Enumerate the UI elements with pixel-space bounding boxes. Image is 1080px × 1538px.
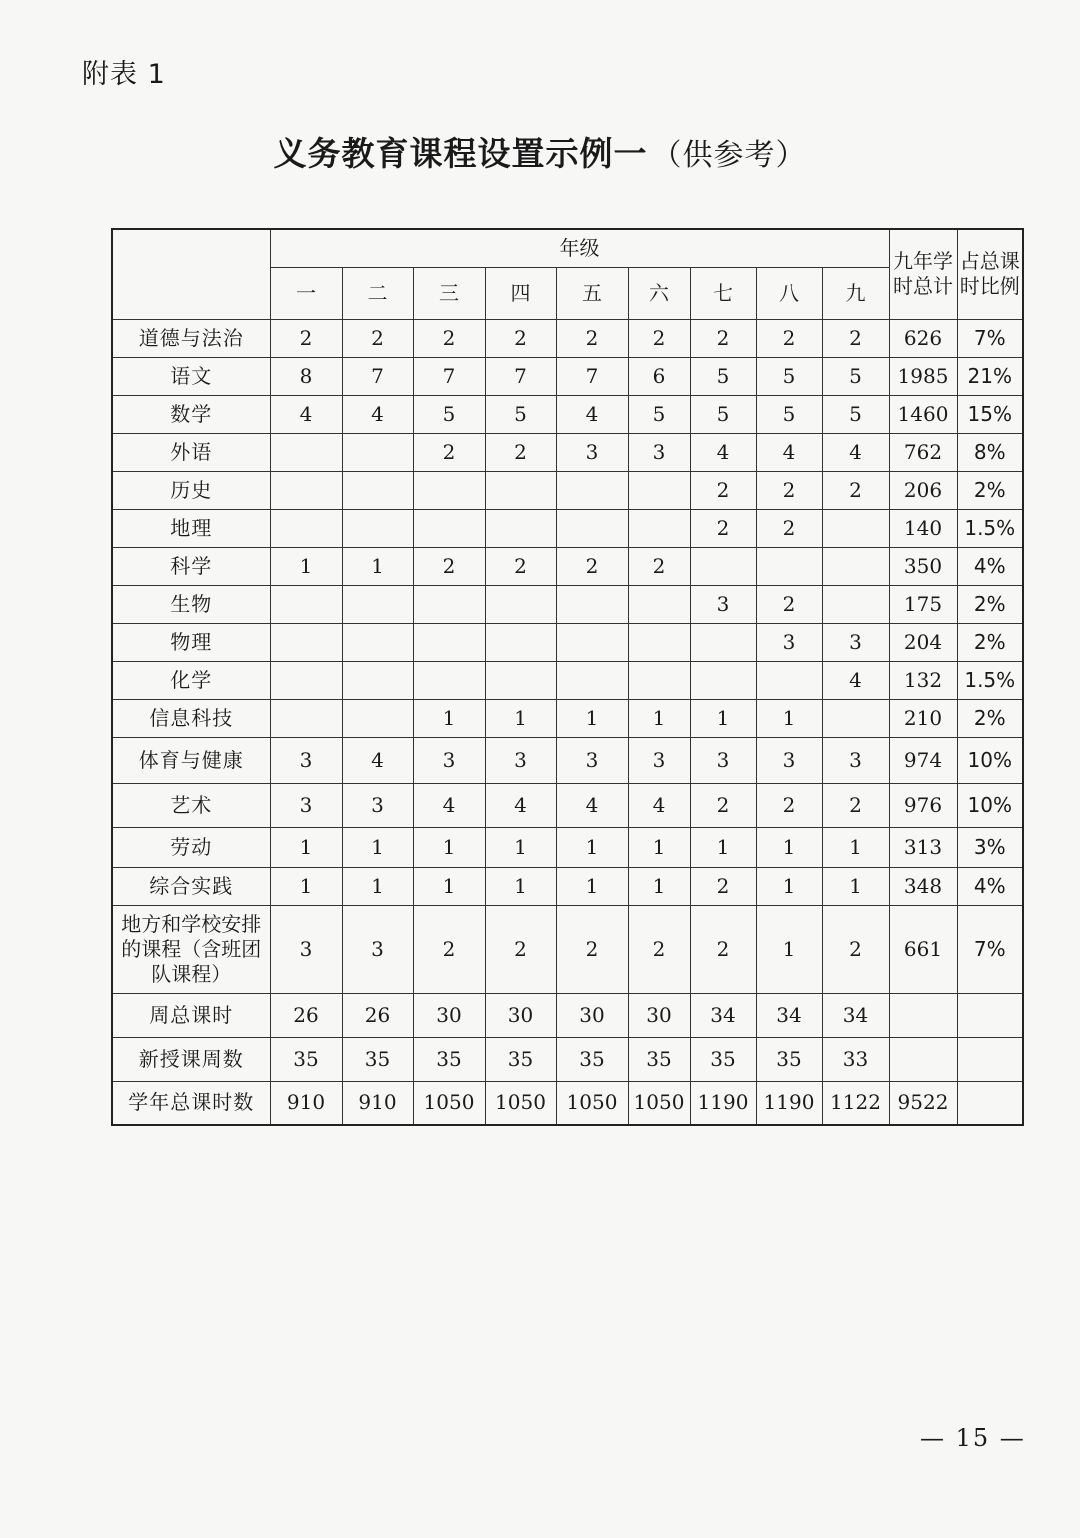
grade-7-hours: 1190 <box>690 1081 756 1125</box>
grade-6-hours: 5 <box>628 395 690 433</box>
grade-4-hours: 1 <box>485 699 556 737</box>
ratio-value: 1.5% <box>957 509 1023 547</box>
grade-3-hours: 5 <box>413 395 485 433</box>
grade-4-hours <box>485 471 556 509</box>
grade-7-hours <box>690 547 756 585</box>
grade-6-hours <box>628 661 690 699</box>
nine-year-total: 204 <box>889 623 957 661</box>
document-title <box>0 128 1080 175</box>
grade-3-hours <box>413 509 485 547</box>
grade-2-hours: 35 <box>342 1037 413 1081</box>
table-row <box>112 585 1023 623</box>
grade-header-7: 七 <box>690 267 756 319</box>
grade-7-hours: 3 <box>690 585 756 623</box>
grade-2-hours <box>342 699 413 737</box>
table-row <box>112 827 1023 867</box>
grade-3-hours: 1 <box>413 699 485 737</box>
table-row <box>112 623 1023 661</box>
grade-8-hours <box>756 547 822 585</box>
grade-4-hours: 1050 <box>485 1081 556 1125</box>
page-number: — 15 — <box>920 1424 1026 1452</box>
grade-6-hours <box>628 623 690 661</box>
table-row <box>112 509 1023 547</box>
subject-name: 艺术 <box>112 783 270 827</box>
nine-year-total: 175 <box>889 585 957 623</box>
grade-1-hours: 26 <box>270 993 342 1037</box>
grade-9-hours: 1122 <box>822 1081 889 1125</box>
subject-name: 历史 <box>112 471 270 509</box>
nine-year-total: 762 <box>889 433 957 471</box>
grade-3-hours: 1050 <box>413 1081 485 1125</box>
grade-9-hours: 3 <box>822 623 889 661</box>
grade-2-hours: 26 <box>342 993 413 1037</box>
subject-name: 劳动 <box>112 827 270 867</box>
grade-7-hours: 4 <box>690 433 756 471</box>
grade-1-hours: 1 <box>270 867 342 905</box>
grade-1-hours <box>270 585 342 623</box>
ratio-value: 2% <box>957 471 1023 509</box>
grade-4-hours: 30 <box>485 993 556 1037</box>
subject-name: 生物 <box>112 585 270 623</box>
grade-8-hours: 3 <box>756 737 822 783</box>
ratio-value: 2% <box>957 585 1023 623</box>
grade-header-8: 八 <box>756 267 822 319</box>
grade-2-hours: 2 <box>342 319 413 357</box>
grade-1-hours: 2 <box>270 319 342 357</box>
grade-4-hours <box>485 509 556 547</box>
grade-1-hours <box>270 699 342 737</box>
grade-6-hours: 6 <box>628 357 690 395</box>
grade-3-hours <box>413 471 485 509</box>
ratio-value: 2% <box>957 699 1023 737</box>
grade-5-hours: 3 <box>556 433 628 471</box>
ratio-value <box>957 1081 1023 1125</box>
grade-2-hours: 1 <box>342 867 413 905</box>
grade-7-hours: 2 <box>690 867 756 905</box>
grade-3-hours <box>413 623 485 661</box>
grade-7-hours: 35 <box>690 1037 756 1081</box>
grade-2-hours <box>342 509 413 547</box>
grade-1-hours <box>270 623 342 661</box>
grade-header-9: 九 <box>822 267 889 319</box>
total-hours-header: 九年学时总计 <box>889 229 957 319</box>
grade-5-hours: 2 <box>556 905 628 993</box>
grade-1-hours <box>270 471 342 509</box>
nine-year-total: 206 <box>889 471 957 509</box>
grade-3-hours <box>413 585 485 623</box>
subject-name: 地方和学校安排的课程（含班团队课程） <box>112 905 270 993</box>
grade-6-hours: 2 <box>628 319 690 357</box>
nine-year-total <box>889 1037 957 1081</box>
grade-2-hours <box>342 471 413 509</box>
grade-7-hours: 2 <box>690 783 756 827</box>
grade-9-hours: 2 <box>822 783 889 827</box>
grade-7-hours <box>690 661 756 699</box>
ratio-value <box>957 1037 1023 1081</box>
nine-year-total: 132 <box>889 661 957 699</box>
grade-1-hours: 4 <box>270 395 342 433</box>
grade-3-hours: 7 <box>413 357 485 395</box>
grade-9-hours: 3 <box>822 737 889 783</box>
table-row <box>112 547 1023 585</box>
table-row <box>112 905 1023 993</box>
grade-8-hours: 3 <box>756 623 822 661</box>
title-sub: （供参考） <box>651 138 807 173</box>
table-row <box>112 867 1023 905</box>
grade-6-hours <box>628 585 690 623</box>
ratio-value: 2% <box>957 623 1023 661</box>
table-row <box>112 471 1023 509</box>
grade-5-hours: 4 <box>556 783 628 827</box>
table-row <box>112 737 1023 783</box>
grade-3-hours: 2 <box>413 319 485 357</box>
grade-8-hours: 2 <box>756 509 822 547</box>
nine-year-total <box>889 993 957 1037</box>
header-corner-cell <box>112 229 270 319</box>
subject-name: 科学 <box>112 547 270 585</box>
grade-1-hours: 3 <box>270 905 342 993</box>
grade-6-hours: 1 <box>628 827 690 867</box>
grade-2-hours <box>342 585 413 623</box>
ratio-value: 21% <box>957 357 1023 395</box>
grade-6-hours: 35 <box>628 1037 690 1081</box>
nine-year-total: 1985 <box>889 357 957 395</box>
subject-name: 地理 <box>112 509 270 547</box>
grade-7-hours: 34 <box>690 993 756 1037</box>
grade-8-hours: 1190 <box>756 1081 822 1125</box>
grade-1-hours: 3 <box>270 783 342 827</box>
grade-9-hours: 34 <box>822 993 889 1037</box>
table-row <box>112 1081 1023 1125</box>
grade-8-hours: 1 <box>756 699 822 737</box>
ratio-value: 15% <box>957 395 1023 433</box>
grade-4-hours <box>485 623 556 661</box>
nine-year-total: 210 <box>889 699 957 737</box>
table-row <box>112 319 1023 357</box>
grade-4-hours: 1 <box>485 867 556 905</box>
grade-3-hours: 1 <box>413 867 485 905</box>
grade-header-5: 五 <box>556 267 628 319</box>
subject-name: 数学 <box>112 395 270 433</box>
grade-5-hours: 4 <box>556 395 628 433</box>
grade-7-hours: 2 <box>690 319 756 357</box>
course-schedule-table <box>111 228 1024 1126</box>
grade-8-hours: 2 <box>756 471 822 509</box>
subject-name: 体育与健康 <box>112 737 270 783</box>
grade-1-hours: 910 <box>270 1081 342 1125</box>
grade-header-2: 二 <box>342 267 413 319</box>
grade-8-hours: 34 <box>756 993 822 1037</box>
grade-8-hours: 2 <box>756 319 822 357</box>
grade-8-hours <box>756 661 822 699</box>
grade-1-hours <box>270 661 342 699</box>
subject-name: 学年总课时数 <box>112 1081 270 1125</box>
table-row <box>112 395 1023 433</box>
nine-year-total: 313 <box>889 827 957 867</box>
grade-4-hours: 3 <box>485 737 556 783</box>
grade-5-hours: 2 <box>556 547 628 585</box>
ratio-value: 4% <box>957 547 1023 585</box>
grade-2-hours: 4 <box>342 737 413 783</box>
grade-3-hours <box>413 661 485 699</box>
grade-5-hours: 1 <box>556 867 628 905</box>
grade-5-hours <box>556 585 628 623</box>
header-row-1 <box>112 229 1023 267</box>
grade-4-hours: 35 <box>485 1037 556 1081</box>
grade-2-hours <box>342 661 413 699</box>
grade-5-hours: 7 <box>556 357 628 395</box>
grade-9-hours: 2 <box>822 471 889 509</box>
nine-year-total: 661 <box>889 905 957 993</box>
grade-9-hours: 2 <box>822 905 889 993</box>
subject-name: 综合实践 <box>112 867 270 905</box>
grade-8-hours: 5 <box>756 357 822 395</box>
grade-6-hours: 1050 <box>628 1081 690 1125</box>
grade-9-hours <box>822 585 889 623</box>
grade-4-hours <box>485 585 556 623</box>
grade-5-hours <box>556 661 628 699</box>
grade-7-hours: 2 <box>690 905 756 993</box>
grade-6-hours: 3 <box>628 737 690 783</box>
grade-5-hours <box>556 623 628 661</box>
grade-1-hours: 1 <box>270 827 342 867</box>
grade-8-hours: 1 <box>756 827 822 867</box>
grade-5-hours: 1050 <box>556 1081 628 1125</box>
subject-name: 化学 <box>112 661 270 699</box>
grade-8-hours: 2 <box>756 783 822 827</box>
grade-5-hours: 30 <box>556 993 628 1037</box>
grade-4-hours: 2 <box>485 433 556 471</box>
grade-6-hours: 4 <box>628 783 690 827</box>
grade-6-hours: 30 <box>628 993 690 1037</box>
table-row <box>112 661 1023 699</box>
nine-year-total: 348 <box>889 867 957 905</box>
grade-4-hours: 5 <box>485 395 556 433</box>
grade-3-hours: 2 <box>413 433 485 471</box>
grade-9-hours <box>822 509 889 547</box>
grade-4-hours: 4 <box>485 783 556 827</box>
grade-5-hours <box>556 471 628 509</box>
grade-4-hours: 7 <box>485 357 556 395</box>
grade-4-hours: 2 <box>485 547 556 585</box>
grade-7-hours <box>690 623 756 661</box>
grade-7-hours: 5 <box>690 395 756 433</box>
grade-9-hours: 2 <box>822 319 889 357</box>
grade-4-hours: 2 <box>485 905 556 993</box>
table-body <box>112 229 1023 1125</box>
grade-2-hours: 7 <box>342 357 413 395</box>
grade-8-hours: 1 <box>756 867 822 905</box>
grade-7-hours: 1 <box>690 699 756 737</box>
ratio-value: 7% <box>957 905 1023 993</box>
nine-year-total: 974 <box>889 737 957 783</box>
grade-9-hours: 33 <box>822 1037 889 1081</box>
grade-8-hours: 35 <box>756 1037 822 1081</box>
grade-9-hours: 4 <box>822 661 889 699</box>
grade-3-hours: 2 <box>413 905 485 993</box>
nine-year-total: 1460 <box>889 395 957 433</box>
grade-5-hours: 35 <box>556 1037 628 1081</box>
grade-3-hours: 30 <box>413 993 485 1037</box>
grade-1-hours <box>270 433 342 471</box>
grade-2-hours: 3 <box>342 783 413 827</box>
grade-2-hours: 910 <box>342 1081 413 1125</box>
grade-2-hours: 3 <box>342 905 413 993</box>
grade-2-hours <box>342 623 413 661</box>
grade-9-hours: 1 <box>822 867 889 905</box>
grade-8-hours: 1 <box>756 905 822 993</box>
subject-name: 物理 <box>112 623 270 661</box>
subject-name: 外语 <box>112 433 270 471</box>
grade-6-hours: 2 <box>628 547 690 585</box>
ratio-value: 10% <box>957 737 1023 783</box>
grade-9-hours <box>822 699 889 737</box>
grade-6-hours: 3 <box>628 433 690 471</box>
grade-2-hours: 4 <box>342 395 413 433</box>
grade-6-hours <box>628 471 690 509</box>
grade-9-hours: 5 <box>822 357 889 395</box>
grade-6-hours: 1 <box>628 699 690 737</box>
grade-3-hours: 35 <box>413 1037 485 1081</box>
ratio-value: 4% <box>957 867 1023 905</box>
grade-9-hours <box>822 547 889 585</box>
grade-5-hours: 1 <box>556 699 628 737</box>
grade-header-1: 一 <box>270 267 342 319</box>
grade-8-hours: 5 <box>756 395 822 433</box>
grade-4-hours: 2 <box>485 319 556 357</box>
ratio-value: 10% <box>957 783 1023 827</box>
grade-3-hours: 2 <box>413 547 485 585</box>
grade-2-hours <box>342 433 413 471</box>
ratio-value: 7% <box>957 319 1023 357</box>
subject-name: 周总课时 <box>112 993 270 1037</box>
ratio-header: 占总课时比例 <box>957 229 1023 319</box>
nine-year-total: 350 <box>889 547 957 585</box>
grade-8-hours: 2 <box>756 585 822 623</box>
grade-header-6: 六 <box>628 267 690 319</box>
title-main: 义务教育课程设置示例一 <box>273 134 648 173</box>
table-row <box>112 433 1023 471</box>
nine-year-total: 626 <box>889 319 957 357</box>
grade-4-hours: 1 <box>485 827 556 867</box>
grade-header-4: 四 <box>485 267 556 319</box>
grade-7-hours: 3 <box>690 737 756 783</box>
subject-name: 信息科技 <box>112 699 270 737</box>
table-row <box>112 699 1023 737</box>
grade-5-hours <box>556 509 628 547</box>
grade-2-hours: 1 <box>342 827 413 867</box>
grade-5-hours: 3 <box>556 737 628 783</box>
table-row <box>112 783 1023 827</box>
grade-9-hours: 1 <box>822 827 889 867</box>
grade-2-hours: 1 <box>342 547 413 585</box>
grade-9-hours: 5 <box>822 395 889 433</box>
grade-3-hours: 1 <box>413 827 485 867</box>
grade-7-hours: 5 <box>690 357 756 395</box>
table-row <box>112 357 1023 395</box>
subject-name: 道德与法治 <box>112 319 270 357</box>
grade-5-hours: 2 <box>556 319 628 357</box>
grade-7-hours: 1 <box>690 827 756 867</box>
grade-6-hours: 2 <box>628 905 690 993</box>
ratio-value: 3% <box>957 827 1023 867</box>
nine-year-total: 9522 <box>889 1081 957 1125</box>
grade-1-hours: 3 <box>270 737 342 783</box>
nine-year-total: 140 <box>889 509 957 547</box>
grade-7-hours: 2 <box>690 471 756 509</box>
subject-name: 新授课周数 <box>112 1037 270 1081</box>
grade-8-hours: 4 <box>756 433 822 471</box>
grade-7-hours: 2 <box>690 509 756 547</box>
subject-name: 语文 <box>112 357 270 395</box>
nine-year-total: 976 <box>889 783 957 827</box>
ratio-value: 8% <box>957 433 1023 471</box>
appendix-label: 附表 1 <box>82 59 166 90</box>
grade-1-hours: 1 <box>270 547 342 585</box>
grade-6-hours <box>628 509 690 547</box>
grade-group-header: 年级 <box>270 229 889 267</box>
grade-5-hours: 1 <box>556 827 628 867</box>
table-row <box>112 993 1023 1037</box>
grade-1-hours <box>270 509 342 547</box>
grade-1-hours: 35 <box>270 1037 342 1081</box>
grade-9-hours: 4 <box>822 433 889 471</box>
ratio-value <box>957 993 1023 1037</box>
table-row <box>112 1037 1023 1081</box>
grade-6-hours: 1 <box>628 867 690 905</box>
grade-4-hours <box>485 661 556 699</box>
grade-3-hours: 3 <box>413 737 485 783</box>
ratio-value: 1.5% <box>957 661 1023 699</box>
grade-1-hours: 8 <box>270 357 342 395</box>
grade-header-3: 三 <box>413 267 485 319</box>
grade-3-hours: 4 <box>413 783 485 827</box>
